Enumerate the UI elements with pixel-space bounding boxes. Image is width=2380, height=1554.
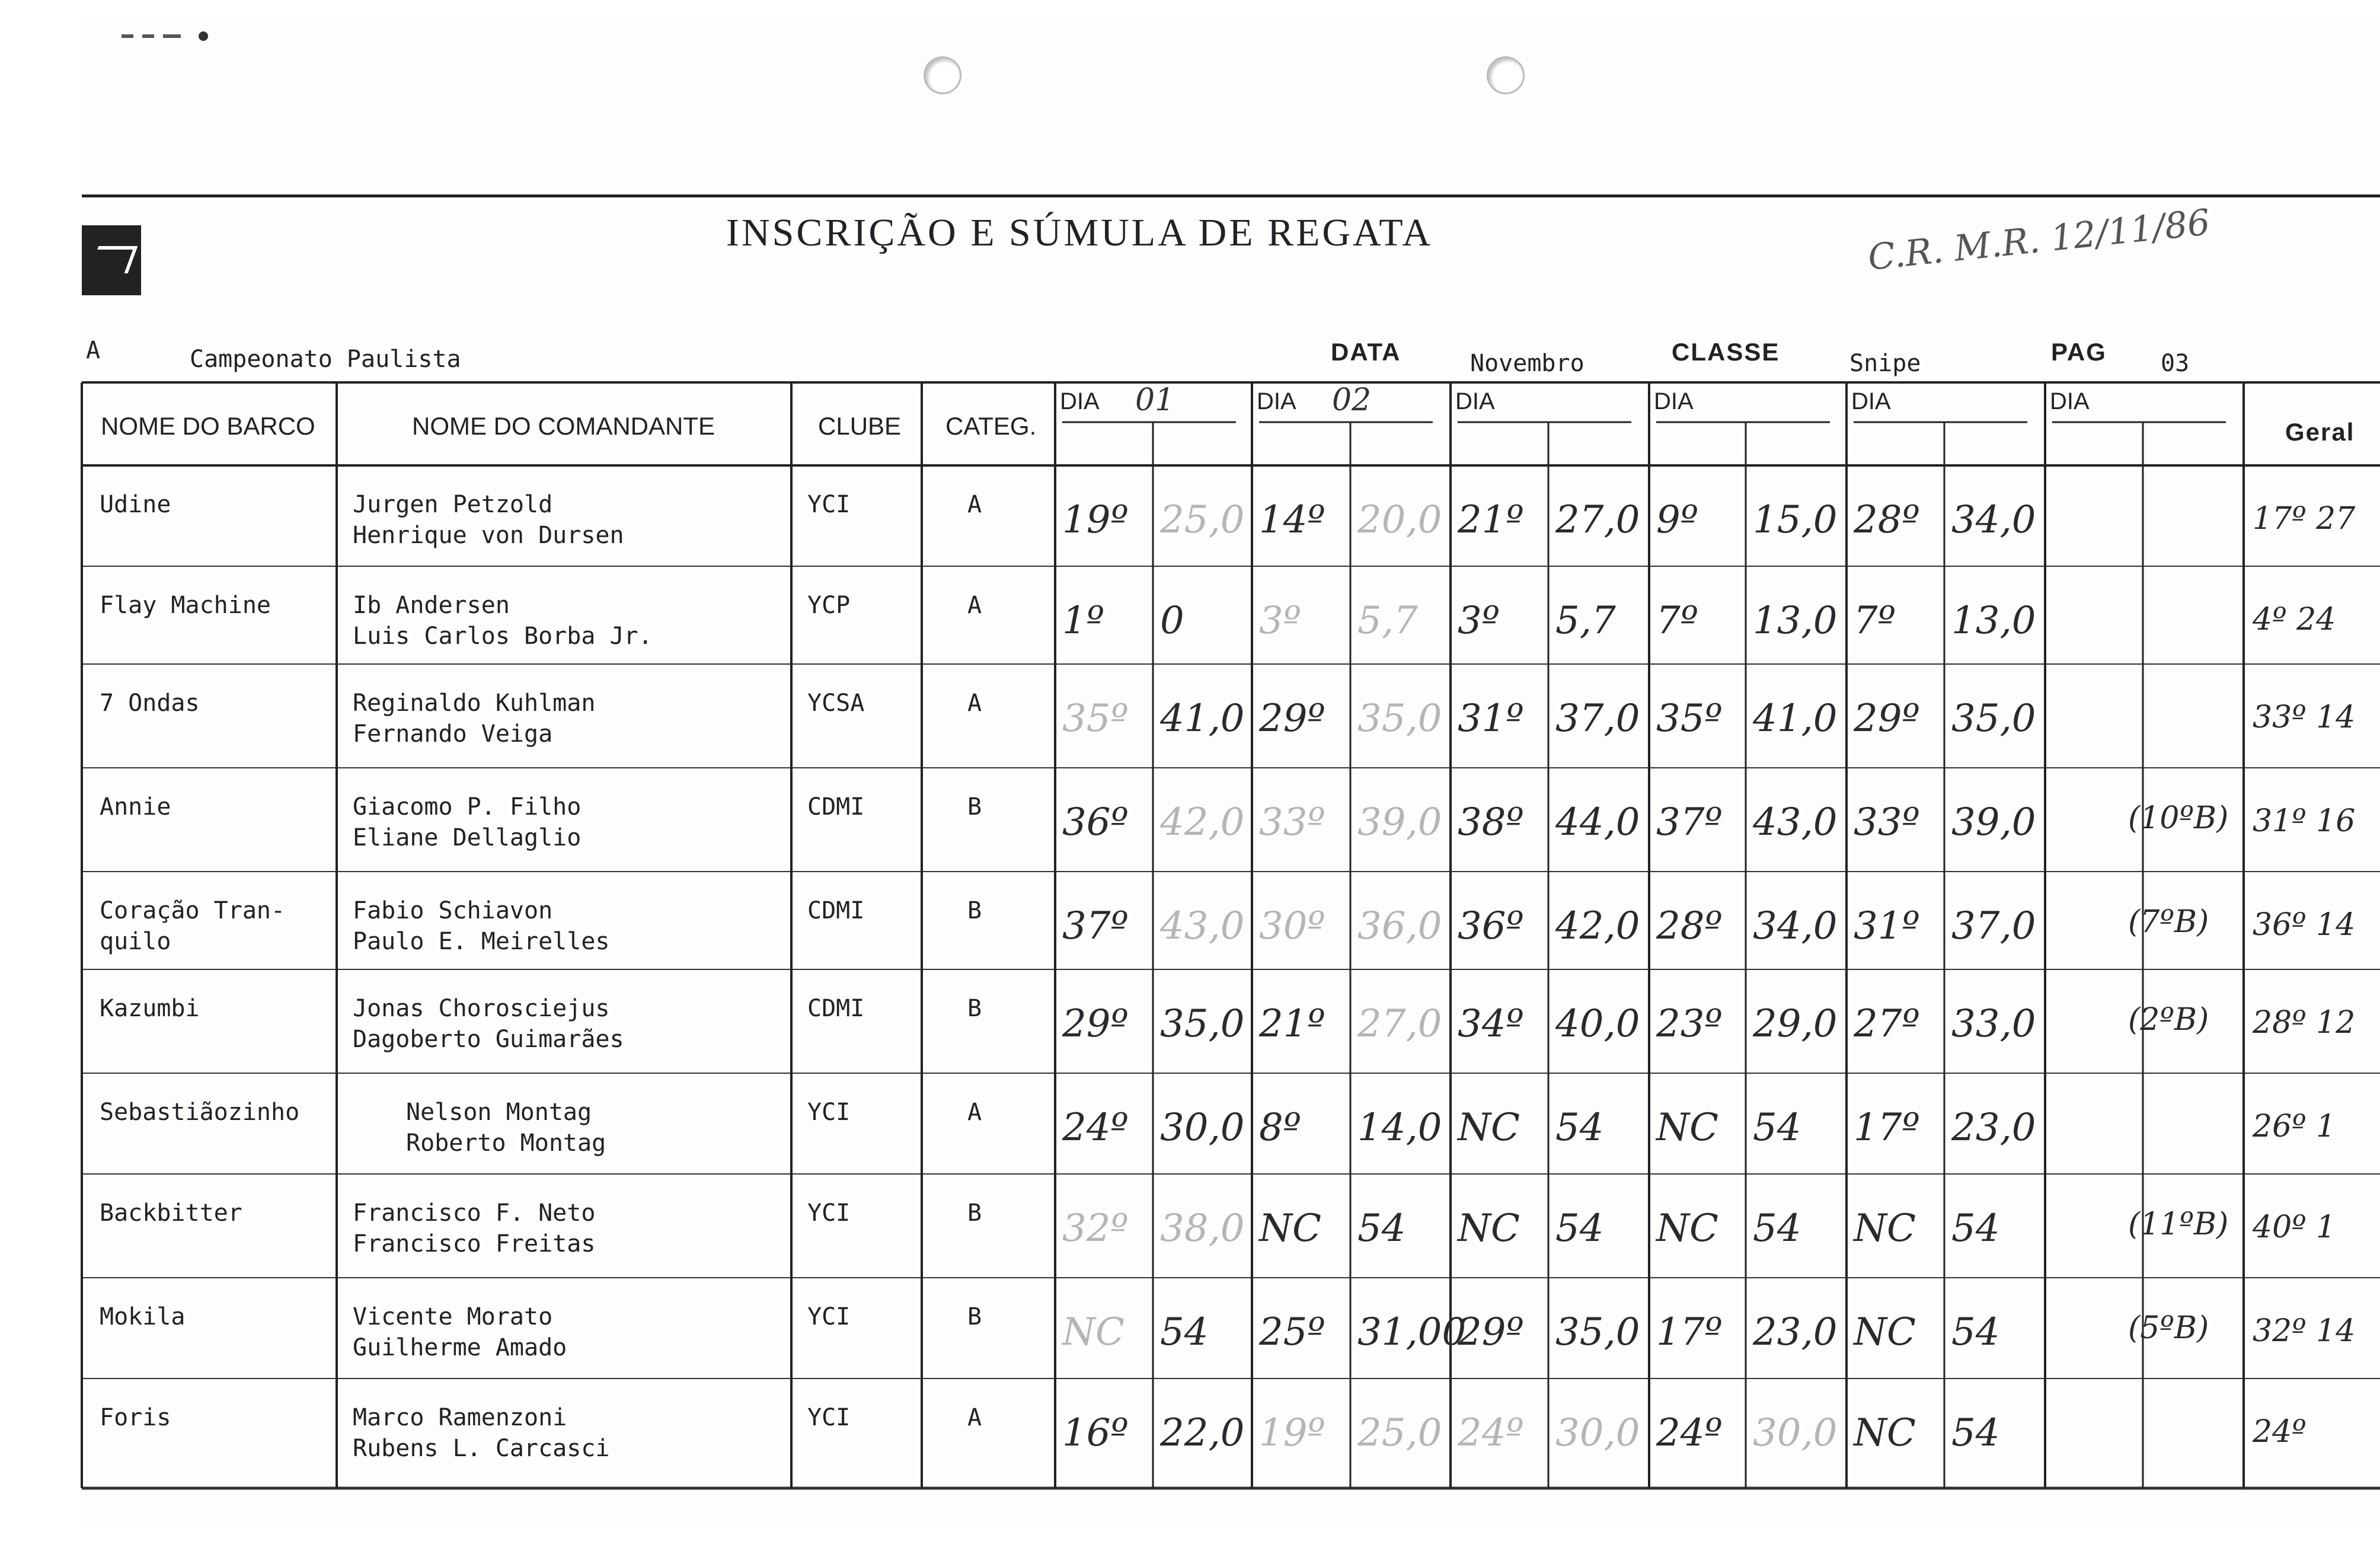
- points-value: 54: [1951, 1207, 2000, 1250]
- club: CDMI: [807, 897, 865, 924]
- position-value: NC: [1854, 1310, 1916, 1354]
- position-value: 33º: [1259, 800, 1325, 844]
- position-value: 16º: [1062, 1411, 1129, 1455]
- club: YCI: [807, 1303, 851, 1330]
- overall-result: 17º 27: [2253, 501, 2356, 537]
- category: B: [967, 1303, 982, 1330]
- boat-name: Kazumbi: [100, 995, 200, 1022]
- position-value: 29º: [1062, 1002, 1129, 1046]
- club: YCI: [807, 491, 851, 518]
- points-value: 37,0: [1951, 904, 2036, 948]
- overall-result: 33º 14: [2253, 700, 2356, 735]
- position-value: 29º: [1259, 697, 1325, 741]
- points-value: 41,0: [1160, 697, 1245, 741]
- col-geral: Geral: [2285, 418, 2355, 446]
- points-value: 23,0: [1753, 1310, 1838, 1354]
- classe-label: CLASSE: [1672, 338, 1780, 366]
- position-value: 24º: [1458, 1411, 1524, 1455]
- points-value: 42,0: [1555, 904, 1640, 948]
- position-value: 17º: [1854, 1106, 1920, 1150]
- position-value: 37º: [1062, 904, 1129, 948]
- col-comandante: NOME DO COMANDANTE: [412, 412, 715, 440]
- category: B: [967, 897, 982, 924]
- position-value: 7º: [1656, 599, 1698, 643]
- points-value: 39,0: [1951, 800, 2036, 844]
- category: B: [967, 793, 982, 821]
- points-value: 15,0: [1753, 498, 1838, 542]
- points-value: 13,0: [1753, 599, 1838, 643]
- position-value: 25º: [1259, 1310, 1325, 1354]
- position-value: 34º: [1458, 1002, 1524, 1046]
- points-value: 54: [1753, 1106, 1801, 1150]
- club: YCI: [807, 1404, 851, 1431]
- boat-name: Annie: [100, 793, 171, 821]
- boat-name: Backbitter: [100, 1199, 242, 1227]
- overall-result: 28º 12: [2253, 1005, 2356, 1041]
- pag-label: PAG: [2051, 338, 2107, 366]
- skipper-names: Marco Ramenzoni Rubens L. Carcasci: [353, 1404, 610, 1462]
- pag-value: 03: [2161, 350, 2190, 377]
- points-value: 5,7: [1555, 599, 1616, 643]
- overall-result: 24º: [2253, 1414, 2306, 1450]
- points-value: 54: [1160, 1310, 1209, 1354]
- points-value: 40,0: [1555, 1002, 1640, 1046]
- position-value: 21º: [1458, 498, 1524, 542]
- boat-name: Sebastiãozinho: [100, 1099, 300, 1126]
- category: A: [967, 592, 982, 619]
- dia-header: DIA: [1455, 388, 1495, 414]
- position-value: NC: [1656, 1106, 1718, 1150]
- dia-header: DIA: [1257, 388, 1296, 414]
- points-value: 23,0: [1951, 1106, 2036, 1150]
- skipper-names: Reginaldo Kuhlman Fernando Veiga: [353, 690, 596, 748]
- skipper-names: Jurgen Petzold Henrique von Dursen: [353, 491, 624, 549]
- position-value: 21º: [1259, 1002, 1325, 1046]
- classe-value: Snipe: [1849, 350, 1921, 377]
- position-value: 3º: [1259, 599, 1301, 643]
- category-rank: (2ºB): [2128, 1002, 2209, 1038]
- col-clube: CLUBE: [818, 412, 902, 440]
- page-title: INSCRIÇÃO E SÚMULA DE REGATA: [726, 211, 1433, 254]
- points-value: 37,0: [1555, 697, 1640, 741]
- points-value: 25,0: [1357, 1411, 1442, 1455]
- category: A: [967, 690, 982, 717]
- points-value: 25,0: [1160, 498, 1245, 542]
- position-value: 35º: [1062, 697, 1129, 741]
- overall-result: 31º 16: [2253, 803, 2356, 839]
- category: B: [967, 995, 982, 1022]
- skipper-names: Jonas Chorosciejus Dagoberto Guimarães: [353, 995, 624, 1053]
- club: YCP: [807, 592, 851, 619]
- dia-number: 02: [1332, 382, 1372, 418]
- position-value: 29º: [1854, 697, 1920, 741]
- data-label: DATA: [1331, 338, 1401, 366]
- points-value: 54: [1951, 1411, 2000, 1455]
- club: CDMI: [807, 793, 865, 821]
- points-value: 5,7: [1357, 599, 1418, 643]
- signature: C.R. M.R. 12/11/86: [1865, 201, 2212, 279]
- position-value: NC: [1854, 1207, 1916, 1250]
- position-value: 37º: [1656, 800, 1723, 844]
- position-value: 38º: [1458, 800, 1524, 844]
- overall-result: 36º 14: [2253, 907, 2356, 943]
- category: A: [967, 1099, 982, 1126]
- position-value: 28º: [1854, 498, 1920, 542]
- points-value: 44,0: [1555, 800, 1640, 844]
- col-categ: CATEG.: [945, 412, 1037, 440]
- position-value: 17º: [1656, 1310, 1723, 1354]
- boat-name: Coração Tran- quilo: [100, 897, 286, 955]
- boat-name: Mokila: [100, 1303, 186, 1330]
- position-value: 23º: [1656, 1002, 1723, 1046]
- category: A: [967, 1404, 982, 1431]
- position-value: 1º: [1062, 599, 1104, 643]
- skipper-names: Vicente Morato Guilherme Amado: [353, 1303, 567, 1361]
- position-value: NC: [1656, 1207, 1718, 1250]
- position-value: NC: [1062, 1310, 1124, 1354]
- points-value: 54: [1357, 1207, 1406, 1250]
- points-value: 54: [1555, 1207, 1604, 1250]
- position-value: 31º: [1854, 904, 1920, 948]
- regata-name: Campeonato Paulista: [190, 346, 461, 373]
- skipper-names: Nelson Montag Roberto Montag: [406, 1099, 606, 1157]
- points-value: 38,0: [1160, 1207, 1245, 1250]
- overall-result: 26º 1: [2253, 1109, 2336, 1144]
- points-value: 31,00: [1357, 1310, 1467, 1354]
- points-value: 43,0: [1160, 904, 1245, 948]
- category-rank: (10ºB): [2128, 800, 2229, 836]
- position-value: 28º: [1656, 904, 1723, 948]
- points-value: 39,0: [1357, 800, 1442, 844]
- position-value: 24º: [1062, 1106, 1129, 1150]
- club: CDMI: [807, 995, 865, 1022]
- dia-header: DIA: [1851, 388, 1891, 414]
- points-value: 0: [1160, 599, 1184, 643]
- points-value: 30,0: [1753, 1411, 1838, 1455]
- points-value: 13,0: [1951, 599, 2036, 643]
- category-rank: (5ºB): [2128, 1310, 2209, 1346]
- category-rank: (11ºB): [2128, 1207, 2229, 1242]
- position-value: 32º: [1062, 1207, 1129, 1250]
- regata-prefix: A: [86, 337, 101, 364]
- points-value: 41,0: [1753, 697, 1838, 741]
- position-value: 29º: [1458, 1310, 1524, 1354]
- points-value: 35,0: [1555, 1310, 1640, 1354]
- points-value: 20,0: [1357, 498, 1442, 542]
- position-value: NC: [1259, 1207, 1321, 1250]
- position-value: 8º: [1259, 1106, 1301, 1150]
- points-value: 30,0: [1555, 1411, 1640, 1455]
- position-value: NC: [1458, 1207, 1520, 1250]
- category: A: [967, 491, 982, 518]
- points-value: 34,0: [1753, 904, 1838, 948]
- points-value: 54: [1753, 1207, 1801, 1250]
- boat-name: Udine: [100, 491, 171, 518]
- position-value: 9º: [1656, 498, 1698, 542]
- position-value: 30º: [1259, 904, 1325, 948]
- dia-header: DIA: [2050, 388, 2090, 414]
- position-value: 7º: [1854, 599, 1896, 643]
- position-value: NC: [1458, 1106, 1520, 1150]
- category-rank: (7ºB): [2128, 904, 2209, 940]
- points-value: 22,0: [1160, 1411, 1245, 1455]
- position-value: 36º: [1062, 800, 1129, 844]
- points-value: 35,0: [1951, 697, 2036, 741]
- position-value: 33º: [1854, 800, 1920, 844]
- position-value: 3º: [1458, 599, 1500, 643]
- points-value: 34,0: [1951, 498, 2036, 542]
- points-value: 42,0: [1160, 800, 1245, 844]
- position-value: 31º: [1458, 697, 1524, 741]
- points-value: 43,0: [1753, 800, 1838, 844]
- data-value: Novembro: [1470, 350, 1584, 377]
- dia-number: 01: [1135, 382, 1175, 418]
- position-value: 14º: [1259, 498, 1325, 542]
- boat-name: Foris: [100, 1404, 171, 1431]
- overall-result: 32º 14: [2253, 1313, 2356, 1349]
- category: B: [967, 1199, 982, 1227]
- club: YCSA: [807, 690, 865, 717]
- skipper-names: Ib Andersen Luis Carlos Borba Jr.: [353, 592, 653, 650]
- points-value: 29,0: [1753, 1002, 1838, 1046]
- position-value: 19º: [1259, 1411, 1325, 1455]
- points-value: 54: [1555, 1106, 1604, 1150]
- boat-name: 7 Ondas: [100, 690, 200, 717]
- position-value: NC: [1854, 1411, 1916, 1455]
- position-value: 36º: [1458, 904, 1524, 948]
- points-value: 35,0: [1160, 1002, 1245, 1046]
- skipper-names: Giacomo P. Filho Eliane Dellaglio: [353, 793, 582, 851]
- points-value: 27,0: [1555, 498, 1640, 542]
- overall-result: 4º 24: [2253, 602, 2336, 637]
- points-value: 33,0: [1951, 1002, 2036, 1046]
- boat-name: Flay Machine: [100, 592, 271, 619]
- club: YCI: [807, 1199, 851, 1227]
- position-value: 27º: [1854, 1002, 1920, 1046]
- dia-header: DIA: [1060, 388, 1100, 414]
- points-value: 36,0: [1357, 904, 1442, 948]
- dia-header: DIA: [1654, 388, 1694, 414]
- points-value: 35,0: [1357, 697, 1442, 741]
- position-value: 35º: [1656, 697, 1723, 741]
- position-value: 19º: [1062, 498, 1129, 542]
- points-value: 54: [1951, 1310, 2000, 1354]
- overall-result: 40º 1: [2253, 1210, 2336, 1245]
- position-value: 24º: [1656, 1411, 1723, 1455]
- points-value: 14,0: [1357, 1106, 1442, 1150]
- skipper-names: Fabio Schiavon Paulo E. Meirelles: [353, 897, 610, 955]
- points-value: 30,0: [1160, 1106, 1245, 1150]
- skipper-names: Francisco F. Neto Francisco Freitas: [353, 1199, 596, 1258]
- col-barco: NOME DO BARCO: [101, 412, 315, 440]
- points-value: 27,0: [1357, 1002, 1442, 1046]
- club: YCI: [807, 1099, 851, 1126]
